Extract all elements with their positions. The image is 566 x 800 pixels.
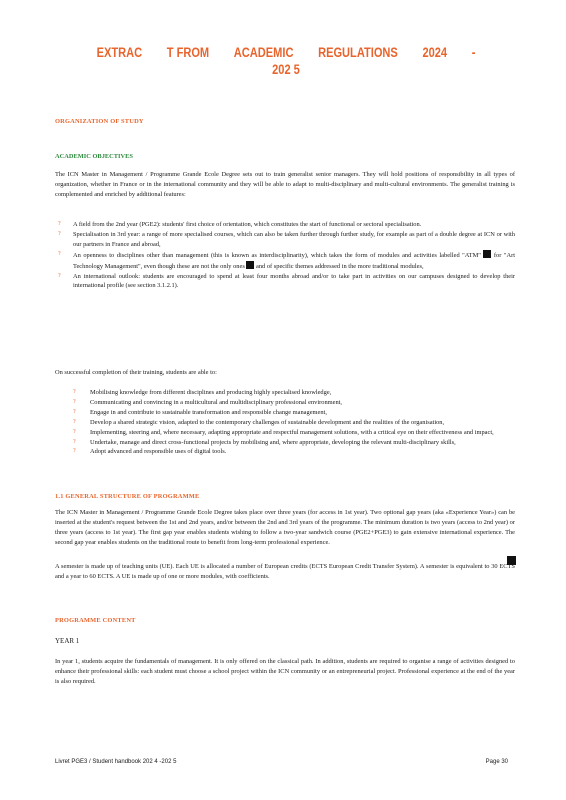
list-item-text: Communicating and convincing in a multicultural and multidisciplinary professional environment, [90, 398, 343, 406]
academic-objectives-intro: The ICN Master in Management / Programme Grande Ecole Degree sets out to train generalist senior managers. They will hold positions of responsibility in all types of organization, whether in France or in the international community and they will be able to adapt to multi-disciplinary and multi-cultural environments. The generalist training is complemented and enriched by additional features: [55, 171, 515, 198]
academic-objectives-heading: ACADEMIC OBJECTIVES [55, 153, 133, 160]
list-item [55, 230, 515, 250]
outcomes-list [55, 388, 515, 457]
list-item-text: Undertake, manage and direct cross-functional projects by mobilising and, where appropriate, developing the relevant multi-disciplinary skills, [90, 438, 456, 446]
title-line-2: 202 5 [272, 62, 300, 77]
features-list [55, 220, 515, 291]
list-item [55, 250, 515, 272]
bullet-icon: ? [58, 272, 61, 279]
title-line-1 [97, 44, 476, 61]
title-word: REGULATIONS [318, 45, 398, 60]
list-item-text: Develop a shared strategic vision, adapted to the contemporary challenges of sustainable development and the realities of the organisation, [90, 418, 445, 426]
list-item-text: An international outlook: students are encouraged to spend at least four months abroad and/or to take part in activities on our campuses designed to develop their international profile (see section 3.1.2.1). [73, 272, 515, 290]
list-item-text: A field from the 2nd year (PGE2): students' first choice of orientation, which constitutes the start of functional or sectoral specialisation. [73, 221, 422, 228]
title-word: T FROM [166, 45, 210, 60]
general-structure-para-2: A semester is made up of teaching units (UE). Each UE is allocated a number of European credits (ECTS European Credit Transfer System). A semester is equivalent to 30 ECTS and a year to 60 ECTS. A UE is made up of one or more modules, with coefficients. [55, 563, 515, 580]
list-item [55, 220, 515, 230]
bullet-icon: ? [73, 428, 76, 435]
list-item [55, 408, 515, 418]
page-number: Page 30 [485, 759, 508, 765]
list-item [55, 272, 515, 292]
redaction-block [246, 261, 254, 269]
title-word: - [471, 45, 476, 60]
list-item-text: Specialisation in 3rd year: a range of more specialised courses, which can also be taken further through further study, for example as part of a double degree at ICN or with our partners in France and abroad, [73, 230, 515, 248]
title-word: EXTRAC [96, 45, 143, 60]
list-item [55, 418, 515, 428]
bullet-icon: ? [73, 389, 76, 395]
bullet-icon: ? [73, 438, 76, 445]
title-word: 2024 [422, 45, 448, 60]
bullet-icon: ? [73, 408, 76, 415]
list-item [55, 428, 515, 438]
list-item-text: Engage in and contribute to sustainable transformation and responsible change management, [90, 408, 327, 416]
title-word: ACADEMIC [233, 45, 294, 60]
bullet-icon: ? [58, 230, 61, 237]
footer-left: Livret PGE3 / Student handbook 202 4 -202 5 [55, 759, 177, 765]
year-1-text: In year 1, students acquire the fundamentals of management. It is only offered on the classical path. In addition, students are required to organise a range of activities designed to enhance their professional skills: each student must choose a school project within the ICN community or an entrepreneurial project. Professional experience at the end of the year is also required. [55, 658, 515, 685]
list-item [55, 438, 515, 448]
page-title [97, 44, 476, 78]
bullet-icon: ? [73, 418, 76, 425]
list-item-text: An openness to disciplines other than management (this is known as interdisciplinarity), which takes the form of modules and activities labelled "ATM" for "Art Technology Management", even though these are not the only ones and of specific themes addressed in the more traditional modules, [73, 251, 516, 270]
redaction-block [483, 250, 491, 258]
list-item-text: Implementing, steering and, where necessary, adapting appropriate and respectful management solutions, with a critical eye on their effectiveness and impact, [90, 428, 494, 436]
general-structure-heading: 1.1 GENERAL STRUCTURE OF PROGRAMME [55, 493, 200, 500]
list-item-text: Mobilising knowledge from different disciplines and producing highly specialised knowledge, [90, 389, 332, 396]
list-item-text: Adopt advanced and responsible uses of digital tools. [90, 448, 227, 456]
list-item [55, 447, 515, 457]
list-item [55, 398, 515, 408]
section-heading: ORGANIZATION OF STUDY [55, 118, 144, 125]
bullet-icon: ? [73, 398, 76, 405]
year-1-label: YEAR 1 [55, 637, 80, 645]
programme-content-heading: PROGRAMME CONTENT [55, 617, 136, 624]
bullet-icon: ? [58, 250, 61, 257]
general-structure-para-1: The ICN Master in Management / Programme Grande Ecole Degree takes place over three years (for access in 1st year). Two optional gap years (aka «Experience Year») can be inserted at the student's request between the 1st and 2nd years, and/or between the 2nd and 3rd years of the programme. The minimum duration is two years (access to 2nd year) or three years (access to 1st year). The first gap year enables students wishing to follow a two-year sandwich course (PGE2+PGE3) to gain extensive international experience. The second gap year enables students on the traditional route to benefit from long-term professional experience. [55, 509, 515, 546]
list-item [55, 388, 515, 398]
bullet-icon: ? [58, 221, 61, 227]
outcomes-intro: On successful completion of their training, students are able to: [55, 369, 217, 376]
bullet-icon: ? [73, 448, 76, 455]
